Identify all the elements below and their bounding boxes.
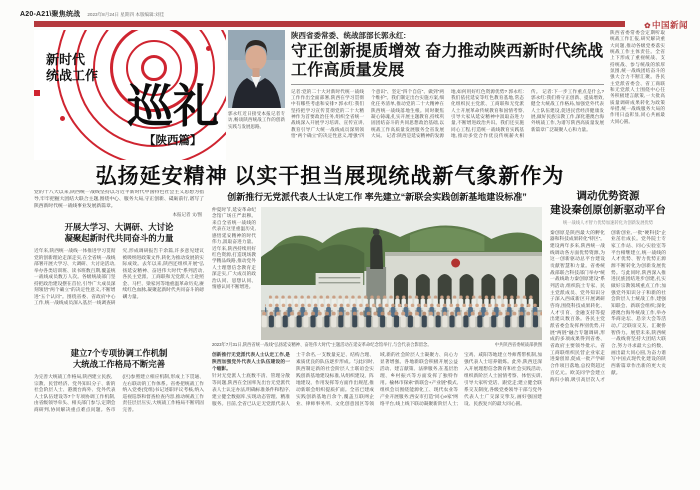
right-section-headline <box>550 190 666 218</box>
page-label: A20-A21\聚焦统战 <box>20 11 81 18</box>
top-article <box>228 30 665 162</box>
lower-band <box>34 190 666 482</box>
left-subhead-1 <box>34 222 204 244</box>
left-section-intro: 党的十八大以来,陕西统一战线坚持以习近平新时代中国特色社会主义思想为指导,牢牢把握大团结大联合主题,围绕中心、服务大局,守正创新、砥砺前行,谱写了陕西新时代统一战线事业发展新篇章。 <box>34 190 204 209</box>
top-article-headline: 守正创新提质增效 奋力推动陕西新时代统战工作高质量发展 <box>291 43 604 79</box>
series-promo-graphic <box>34 30 226 160</box>
portrait-illustration <box>228 30 285 108</box>
photo-row <box>212 207 542 340</box>
date-line: 2023年8月24日 星期四 本版编辑:刘佳 <box>87 12 165 17</box>
official-portrait-photo <box>228 30 285 108</box>
right-headline-line1: 调动优势资源 <box>576 190 640 202</box>
right-section-deck: 统一战线人才智力优势加速转化为创新发展优势 <box>562 219 654 225</box>
portrait-side-note: 郭永红近日接受本报记者专访,畅谈陕西统战工作的创新实践与发展思路。 <box>228 111 285 129</box>
left-subhead-1-line2: 凝聚起新时代共同奋斗的力量 <box>64 233 174 244</box>
top-article-main-column <box>291 30 604 162</box>
right-section <box>550 190 666 482</box>
left-subhead-1-line1: 开展大学习、大调研、大讨论 <box>64 222 174 233</box>
photo-caption: 2023年7月31日,陕西省统一战线“弘扬延安精神、奋进伟大时代”主题活动在延安革命纪念馆举行,与会代表合影留念。 <box>212 342 432 347</box>
article-kicker: 陕西省委常委、统战部部长郭永红: <box>291 31 406 40</box>
left-section <box>34 190 204 482</box>
photo-caption-row <box>212 342 542 348</box>
left-section-body-2: 为完善大统战工作格局,陕西建立民族、宗教、民营经济、党外知识分子、新的社会阶层人士、港澳台海外、党外代表人士队伍建设等7个专项协调工作机制,由省级领导牵头、相关部门参与,定期会商研判,协同解决重点难点问题。各市(区)参照建立相应机制,形成上下贯通、左右联动的工作体系。省委把统战工作纳入党委(党组)书记述职评议考核,纳入巡视巡察和督查检查内容,推动统战工作责任层层压实,大统战工作格局不断巩固完善。 <box>34 374 204 412</box>
group-photo-illustration <box>261 207 542 340</box>
dot-decoration <box>206 46 211 51</box>
middle-body-text: 针对无党派人士底数不清、管理分散等问题,陕西在全国率先出台无党派代表人士认定办法,明确标准条件和程序,建立健全数据库,实现动态管理、精准服务。目前,全省已认定无党派代表人士千余名,一支数量充足、结构合理、素质优良的队伍逐步形成。与此同时,陕西制定新的社会阶层人士联谊会实践创新基地建设标准,从组织建设、阵地建设、作用发挥等方面作出规范,推动新联会组织提质扩面。全省已建成实践创新基地百余个,覆盖互联网企业、律师事务所、文化创意园区等领域,新的社会阶层人士凝聚力、向心力显著增强。各地新联会积极开展公益活动、建言献策、法律服务,在基层治理、乡村振兴等方面发挥了独特作用。榆林市探索“新联会+产业链”模式,组织会员围绕能源化工、现代农业等产业开展服务;西安市打造“同心e家”网络平台,线上线下联动凝聚新阶层人士;宝鸡、咸阳等地建立导师帮带机制,加强代表人士培养锻炼。此外,陕西还深入开展理想信念教育和社会实践活动,组织新阶层人士国情考察、体悟实训,引导大家听党话、跟党走;建立健全联系交友制度,各级党委领导干部与党外代表人士广交深交挚友,画好强国建设、民族复兴的最大同心圆。 <box>212 352 542 407</box>
series-title: 巡礼 <box>127 79 219 133</box>
flower-icon: ✿ <box>644 21 651 30</box>
series-tagline-line1: 新时代 <box>46 52 86 67</box>
middle-body-lead: 创新推行无党派代表人士认定工作,是陕西加强党外代表人士队伍建设的一个缩影。 <box>212 352 290 372</box>
center-banner-headline: 弘扬延安精神 以实干担当展现统战新气象新作为 <box>95 165 565 188</box>
series-tagline <box>46 52 98 85</box>
top-article-body: 记者:党的二十大对新时代统一战线工作作出全面部署,陕西在学习贯彻中有哪些考虑和安排? 郭永红:我们坚持把学习宣传贯彻党的二十大精神作为首要政治任务,组织全省统一战线深入开展学习培训、宣传宣讲,教育引导广大统一战线成员深刻领悟“两个确立”的决定性意义,增强“四个意识”、坚定“四个自信”、做到“两个维护”。我们制定出台实施方案,细化任务清单,推动党的二十大精神在陕西统一战线落地生根。同时聚焦凝心铸魂,扎实开展主题教育,持续巩固团结奋斗的共同思想政治基础,以统战工作高质量发展服务全省发展大局。 记者:陕西是延安精神的发源地,如何用好红色资源优势? 郭永红:我们依托延安等红色教育基地,常态化组织民主党派、工商联和无党派人士开展革命传统教育和国情考察,引导大家从延安精神中汲取奋进力量,不断增进政治共识。我们还实施同心工程,打造统一战线教育实践基地,推动多党合作优良传统薪火相传。 记者:下一步工作重点是什么? 郭永红:我们将守正创新、提质增效,健全大统战工作格局,加强党外代表人士队伍建设,促进民营经济健康发展,做好民族宗教工作,深化港澳台海外统战工作,为谱写陕西高质量发展新篇章广泛凝聚人心和力量。 <box>291 88 604 139</box>
middle-subhead: 创新推行无党派代表人士认定工作 率先建立“新联会实践创新基地建设标准” <box>227 192 527 202</box>
series-tagline-line2: 统战工作 <box>46 68 99 84</box>
dot-decoration <box>60 116 65 121</box>
top-article-right-column: 陕西省委常委会定期听取统战工作汇报,研究解决重大问题,推动各级党委落实统战工作主体责任。全省上下形成了重视统战、支持统战、参与统战的浓厚氛围,统一战线团结奋斗的强大合力不断汇聚。各民主党派省委会、省工商联和无党派人士围绕中心任务积极建言献策,一大批高质量调研成果转化为政策举措,统一战线服务大局的作用日益彰显,同心共画最大同心圆。 <box>610 30 665 124</box>
masthead-red-bar <box>34 21 625 27</box>
byline: 本报记者 文/图 <box>172 212 202 218</box>
left-section-body-1: 近年来,陕西统一战线一体推进学习贯彻党的创新理论走深走实,在全省统一战线部署开展大学习、大调研、大讨论活动,举办各类培训班、读书班数百期,覆盖统一战线成员数万人次。各级统战部门坚持把政治建设摆在首位,引导广大成员深刻领悟“两个确立”的决定性意义,不断增进“五个认同”。围绕省委、省政府中心工作,统一战线成员深入基层一线调查研究,形成调研报告千余篇,许多意见建议被吸纳进政策文件,转化为推动发展的实际成效。去年以来,陕西还组织开展“弘扬延安精神、奋进伟大时代”系列活动,各民主党派、工商联和无党派人士赴照金、马栏、梁家河等地重温革命历史,赓续红色血脉,凝聚起新时代共同奋斗的磅礴力量。 <box>34 248 204 306</box>
photo-credit: 中共陕西省委统战部供图 <box>494 342 542 347</box>
photo-side-text: 仲夏时节,延安革命纪念馆广场庄严肃穆。来自全省统一战线的代表在这里重温历史,感悟延安精神的时代伟力,汲取奋进力量。近年来,陕西持续用好红色资源,打造现场教学精品线路,推动党外人士理想信念教育走深走实,广大成员的政治认同、思想认同、情感认同不断增进。 <box>212 207 256 290</box>
right-section-body: 秦创原是陕西最大的孵化器和科技成果转化“特区”。建设两年多来,陕西统一战线调动各方面优势资源,为这一创新驱动总平台建设贡献智慧和力量。省委统战部联合科技部门举办“统一战线助力秦创原建设”系列活动,组织院士专家、民主党派成员、党外知识分子深入西咸新区开展调研咨询,围绕科技成果转化、人才引育、金融支持等提出建议数百条。各民主党派省委会发挥界别优势,开展“两链”融合专题调研,形成的多项成果得到省委、省政府主要领导批示。省工商联组织民营企业家走进秦创原,促成一批产学研合作项目落地,总投资超过百亿元。欧美同学会建立海归小镇,吸引高层次人才创新创业,一批“硬科技”企业茁壮成长。党外院士专家工作站、同心实验室等平台相继建立,统一战线的人才优势、智力优势正源源不断转化为创新发展优势。与此同时,陕西深入推进民族团结进步创建,扎实做好宗教领域重点工作;加强党外知识分子和新的社会阶层人士统战工作,建强知联会、新联会组织;深化港澳台海外统战工作,举办华商论坛、恳亲大会等活动,广泛联谊交友、汇聚侨智侨力。展望未来,陕西统一战线将坚持大团结大联合,努力寻求最大公约数、画出最大同心圆,为奋力谱写中国式现代化建设的陕西新篇章作出新的更大贡献。 <box>550 229 666 382</box>
top-article-left-column <box>228 30 285 162</box>
edition-tag: 【陕西篇】 <box>144 135 202 147</box>
left-subhead-2-line2: 大统战工作格局不断完善 <box>72 359 166 370</box>
middle-section <box>212 190 542 482</box>
brand-name: 中国新闻 <box>651 20 688 30</box>
right-headline-line2: 建设秦创原创新驱动平台 <box>550 203 666 216</box>
left-subhead-2-line1: 建立7个专项协调工作机制 <box>70 348 168 359</box>
middle-section-body <box>212 351 542 475</box>
left-subhead-2 <box>34 348 204 370</box>
group-photo <box>261 207 542 340</box>
headline-rule <box>291 84 604 85</box>
masthead <box>20 9 164 19</box>
square-decoration <box>34 90 40 96</box>
